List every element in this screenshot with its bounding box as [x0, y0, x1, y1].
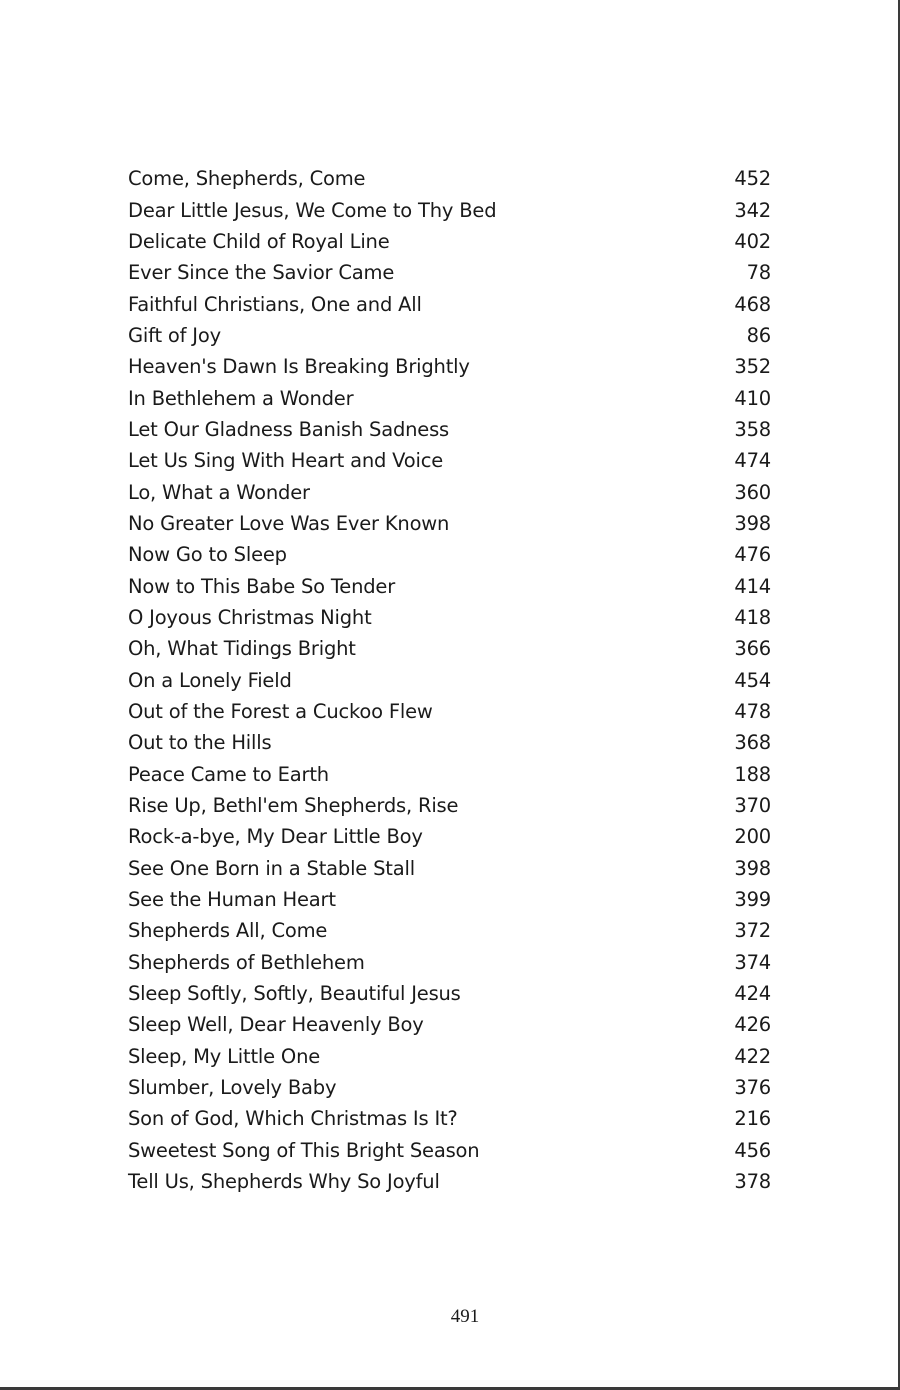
index-entry [128, 1103, 771, 1134]
index-entry-page: 188 [734, 762, 771, 786]
index-entry [128, 257, 771, 288]
index-entry-page: 476 [734, 543, 771, 567]
index-entry-page: 402 [734, 229, 771, 253]
index-entry [128, 947, 771, 978]
index-entry-page: 399 [734, 888, 771, 912]
index-entry [128, 665, 771, 696]
index-entry-page: 352 [734, 355, 771, 379]
index-entry [128, 163, 771, 194]
index-entry-title: Oh, What Tidings Bright [128, 637, 356, 661]
index-entry [128, 288, 771, 319]
index-entry-page: 374 [734, 950, 771, 974]
index-entry [128, 1041, 771, 1072]
index-entry-page: 200 [734, 825, 771, 849]
index-entry [128, 727, 771, 758]
index-entry-page: 358 [734, 417, 771, 441]
index-entry-page: 398 [734, 511, 771, 535]
index-entry-page: 474 [734, 449, 771, 473]
index-entry-title: Faithful Christians, One and All [128, 292, 422, 316]
index-entry [128, 696, 771, 727]
index-entry-page: 456 [734, 1138, 771, 1162]
index-entry [128, 539, 771, 570]
index-entry [128, 759, 771, 790]
index-entry [128, 445, 771, 476]
index-entry-page: 414 [734, 574, 771, 598]
index-entry-title: O Joyous Christmas Night [128, 605, 372, 629]
index-entry-page: 78 [746, 261, 771, 285]
index-entry [128, 414, 771, 445]
index-entry-page: 424 [734, 982, 771, 1006]
index-entry [128, 194, 771, 225]
index-entry-title: Tell Us, Shepherds Why So Joyful [128, 1170, 440, 1194]
index-entry-page: 366 [734, 637, 771, 661]
index-entry-page: 410 [734, 386, 771, 410]
index-entry-title: Out to the Hills [128, 731, 272, 755]
index-entry-page: 372 [734, 919, 771, 943]
index-entry-title: Sleep Well, Dear Heavenly Boy [128, 1013, 424, 1037]
index-entry-title: Shepherds of Bethlehem [128, 950, 365, 974]
index-entry-title: Sleep, My Little One [128, 1044, 321, 1068]
index-entry-title: Sweetest Song of This Bright Season [128, 1138, 480, 1162]
index-entry [128, 1166, 771, 1197]
index-entry [128, 884, 771, 915]
index-entry-title: Out of the Forest a Cuckoo Flew [128, 700, 433, 724]
index-entry-page: 370 [734, 794, 771, 818]
index-entry-page: 360 [734, 480, 771, 504]
index-entry-title: Let Our Gladness Banish Sadness [128, 417, 450, 441]
index-entry [128, 570, 771, 601]
index-entry-title: Son of God, Which Christmas Is It? [128, 1107, 458, 1131]
index-entry [128, 790, 771, 821]
index-entry [128, 226, 771, 257]
page-number: 491 [450, 1306, 480, 1327]
index-entry [128, 821, 771, 852]
index-entry [128, 1072, 771, 1103]
index-entry-title: Shepherds All, Come [128, 919, 328, 943]
index-entry [128, 351, 771, 382]
index-entry-page: 376 [734, 1076, 771, 1100]
index-entry-title: Heaven's Dawn Is Breaking Brightly [128, 355, 470, 379]
index-entry-title: Slumber, Lovely Baby [128, 1076, 337, 1100]
index-entry-title: Now Go to Sleep [128, 543, 287, 567]
song-index-list [128, 163, 771, 1197]
index-entry-page: 342 [734, 198, 771, 222]
index-entry-title: Now to This Babe So Tender [128, 574, 396, 598]
index-entry-title: Ever Since the Savior Came [128, 261, 395, 285]
index-entry-page: 368 [734, 731, 771, 755]
index-entry-title: Lo, What a Wonder [128, 480, 310, 504]
index-entry-title: Dear Little Jesus, We Come to Thy Bed [128, 198, 497, 222]
index-entry-page: 454 [734, 668, 771, 692]
index-entry-title: No Greater Love Was Ever Known [128, 511, 450, 535]
index-entry [128, 382, 771, 413]
index-entry-title: See the Human Heart [128, 888, 336, 912]
index-entry-title: Rise Up, Bethl'em Shepherds, Rise [128, 794, 459, 818]
index-entry-page: 426 [734, 1013, 771, 1037]
index-entry-page: 452 [734, 167, 771, 191]
index-entry-page: 86 [746, 323, 771, 347]
index-entry-title: In Bethlehem a Wonder [128, 386, 354, 410]
index-entry-title: On a Lonely Field [128, 668, 292, 692]
index-entry [128, 853, 771, 884]
index-entry-title: Peace Came to Earth [128, 762, 329, 786]
index-entry [128, 602, 771, 633]
index-entry [128, 915, 771, 946]
index-entry-page: 468 [734, 292, 771, 316]
index-entry [128, 476, 771, 507]
index-entry [128, 978, 771, 1009]
index-entry-page: 478 [734, 700, 771, 724]
index-entry-title: Let Us Sing With Heart and Voice [128, 449, 444, 473]
index-entry-title: Gift of Joy [128, 323, 221, 347]
index-entry-page: 216 [734, 1107, 771, 1131]
index-entry [128, 1009, 771, 1040]
index-entry-title: Delicate Child of Royal Line [128, 229, 390, 253]
index-entry [128, 508, 771, 539]
index-entry [128, 320, 771, 351]
index-entry-title: Come, Shepherds, Come [128, 167, 366, 191]
index-entry-title: See One Born in a Stable Stall [128, 856, 415, 880]
index-entry-title: Rock-a-bye, My Dear Little Boy [128, 825, 423, 849]
index-entry [128, 1135, 771, 1166]
index-entry-page: 422 [734, 1044, 771, 1068]
index-entry-page: 418 [734, 605, 771, 629]
index-entry [128, 633, 771, 664]
index-entry-title: Sleep Softly, Softly, Beautiful Jesus [128, 982, 461, 1006]
index-entry-page: 378 [734, 1170, 771, 1194]
index-entry-page: 398 [734, 856, 771, 880]
